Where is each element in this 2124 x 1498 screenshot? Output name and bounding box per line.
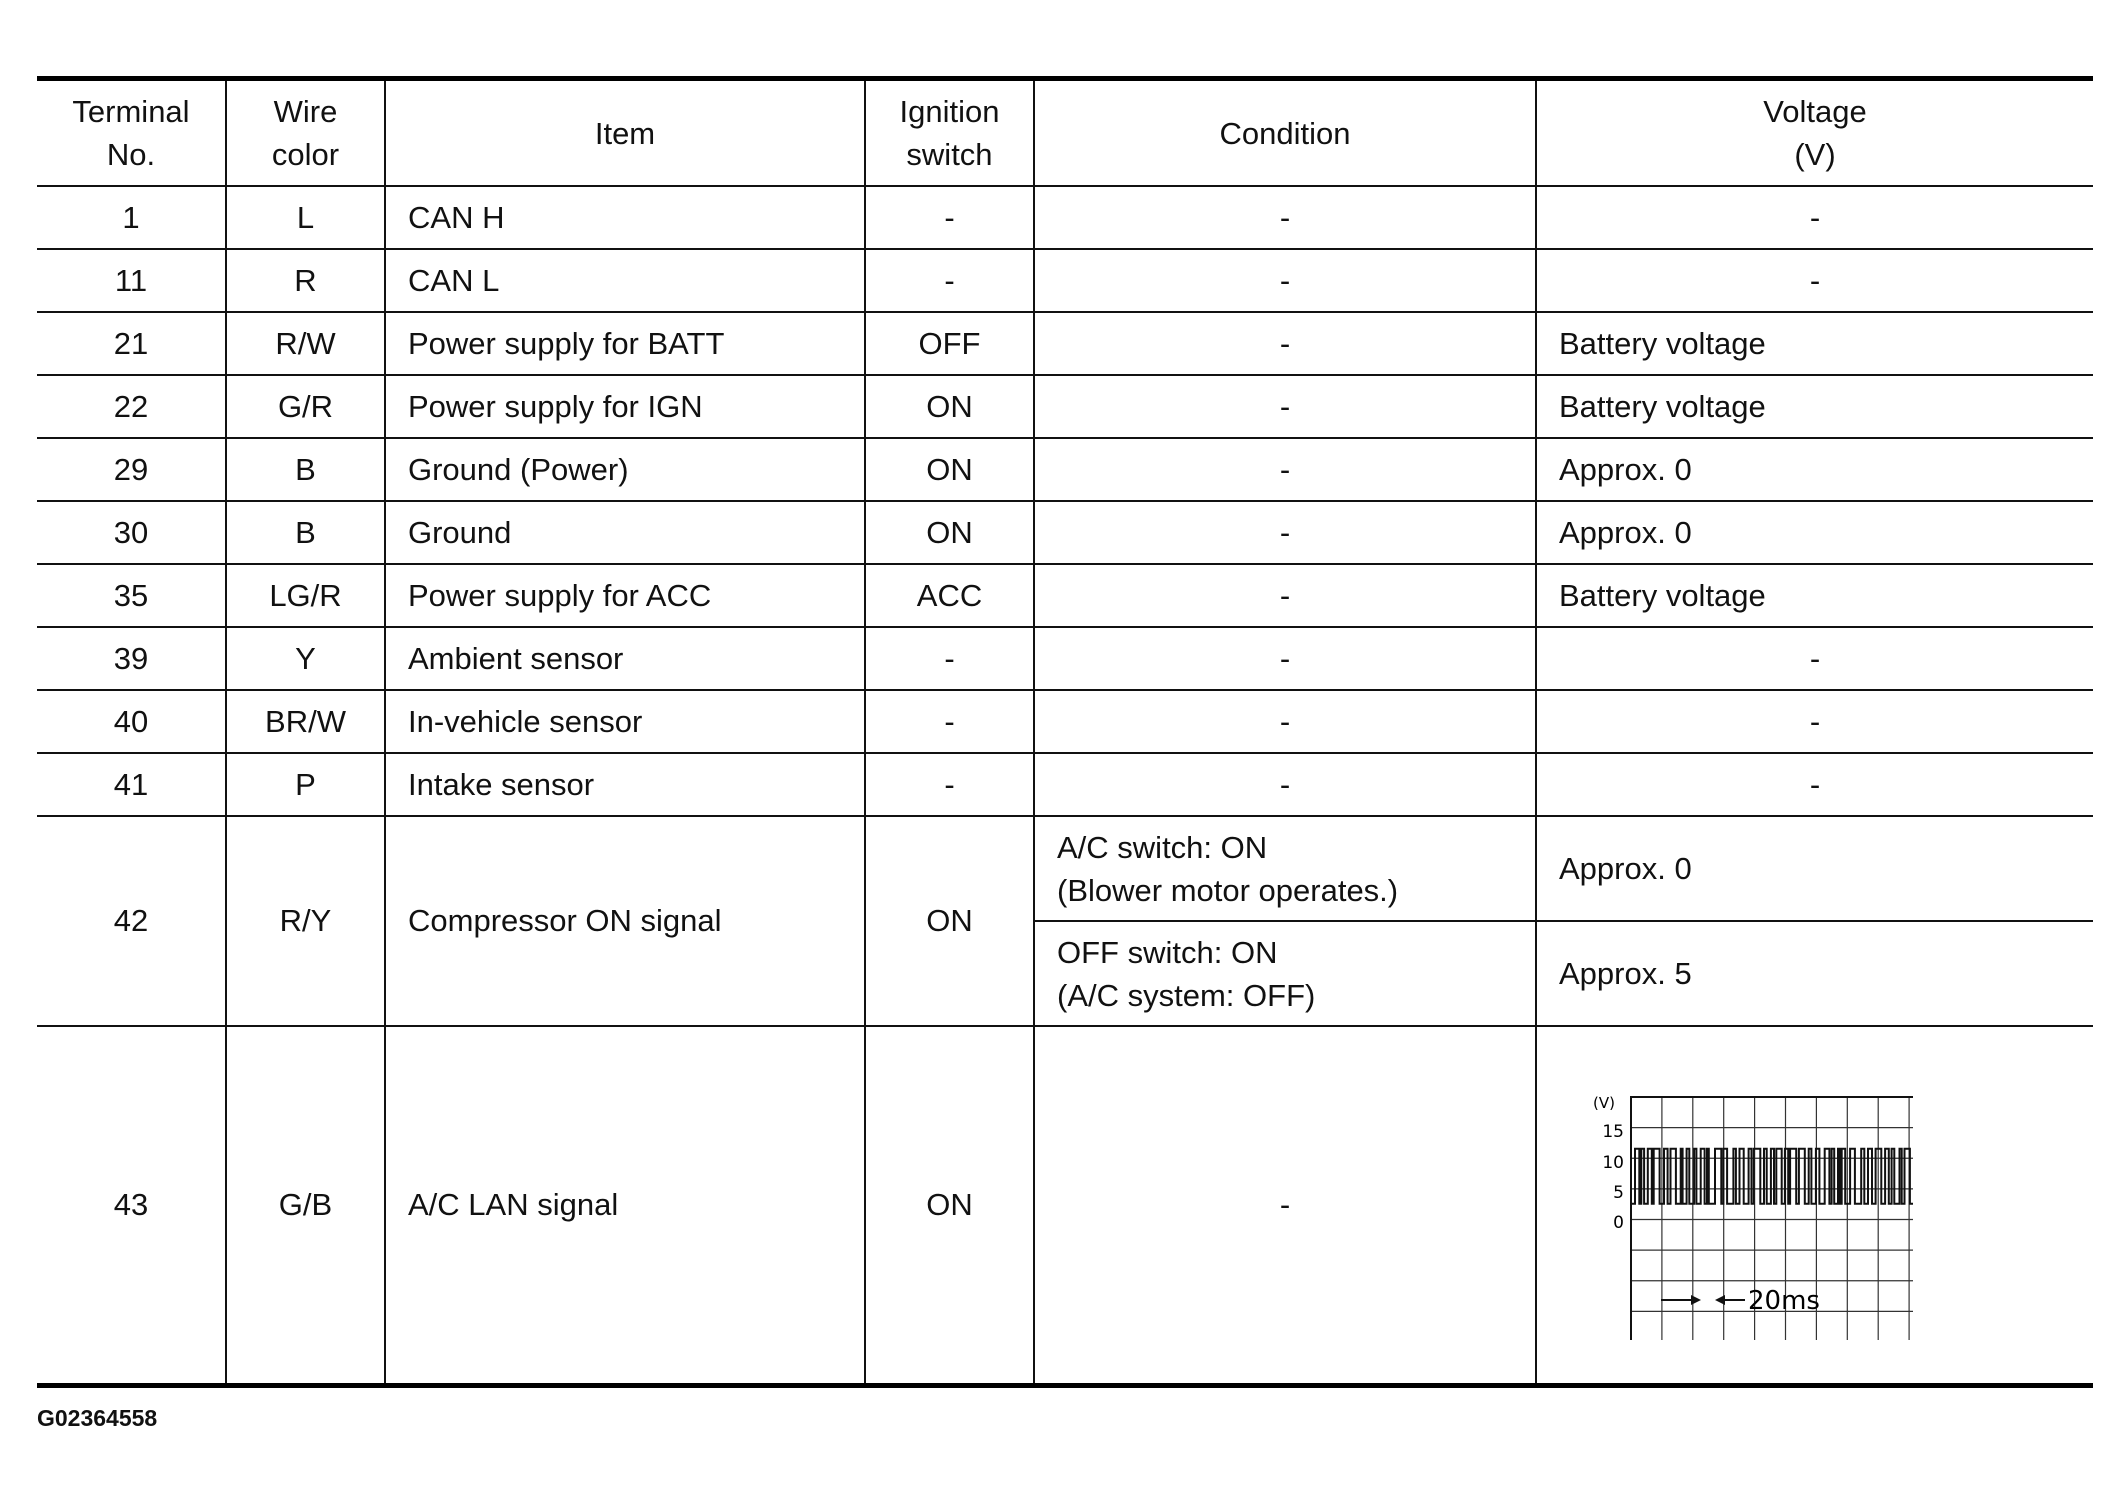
table-row-22 (37, 375, 2093, 438)
cell-condition: - (1034, 438, 1536, 501)
table-row-40 (37, 690, 2093, 753)
cell-wire-color: Y (226, 627, 385, 690)
cell-condition: - (1034, 627, 1536, 690)
header-wire-color: Wire color (226, 79, 385, 187)
cell-voltage: - (1536, 753, 2093, 816)
cell-ignition: ACC (865, 564, 1034, 627)
cell-terminal: 11 (37, 249, 226, 312)
cell-ignition: ON (865, 438, 1034, 501)
scope-tick-0: 0 (1613, 1213, 1624, 1233)
cell-ignition: ON (865, 1026, 1034, 1386)
table-body (37, 186, 2093, 1386)
cell-terminal: 43 (37, 1026, 226, 1386)
table-row-21 (37, 312, 2093, 375)
cell-item: CAN H (385, 186, 865, 249)
cell-item: Power supply for BATT (385, 312, 865, 375)
cell-terminal: 35 (37, 564, 226, 627)
cell-item: Ground (Power) (385, 438, 865, 501)
cell-condition: - (1034, 501, 1536, 564)
table-row-41 (37, 753, 2093, 816)
cell-item: Compressor ON signal (385, 816, 865, 1026)
table-row-43 (37, 1026, 2093, 1386)
header-item: Item (385, 79, 865, 187)
header-condition: Condition (1034, 79, 1536, 187)
oscilloscope-waveform (1573, 1070, 1913, 1340)
cell-wire-color: L (226, 186, 385, 249)
cell-wire-color: BR/W (226, 690, 385, 753)
cell-voltage: - (1536, 249, 2093, 312)
cell-ignition: - (865, 186, 1034, 249)
cell-ignition: ON (865, 501, 1034, 564)
scope-unit-label: (V) (1593, 1094, 1615, 1112)
cell-item: Ambient sensor (385, 627, 865, 690)
cell-voltage: - (1536, 186, 2093, 249)
cell-voltage: Battery voltage (1536, 312, 2093, 375)
cell-terminal: 1 (37, 186, 226, 249)
cell-wire-color: B (226, 501, 385, 564)
cell-wire-color: LG/R (226, 564, 385, 627)
cell-condition: - (1034, 753, 1536, 816)
table-row-35 (37, 564, 2093, 627)
table-row-29 (37, 438, 2093, 501)
cell-terminal: 41 (37, 753, 226, 816)
cell-condition: - (1034, 375, 1536, 438)
cell-condition-a: A/C switch: ON (Blower motor operates.) (1034, 816, 1536, 921)
cell-condition: - (1034, 312, 1536, 375)
cell-item: CAN L (385, 249, 865, 312)
terminal-table (37, 76, 2093, 1388)
cell-wire-color: P (226, 753, 385, 816)
cell-wire-color: R/Y (226, 816, 385, 1026)
cell-item: A/C LAN signal (385, 1026, 865, 1386)
header-row (37, 79, 2093, 187)
cell-wire-color: G/B (226, 1026, 385, 1386)
scope-time-label: 20ms (1748, 1286, 1820, 1316)
cell-item: Intake sensor (385, 753, 865, 816)
document-code: G02364558 (37, 1405, 158, 1431)
cell-voltage-b: Approx. 5 (1536, 921, 2093, 1026)
scope-tick-10: 10 (1602, 1153, 1624, 1173)
cell-ignition: ON (865, 375, 1034, 438)
cell-wire-color: B (226, 438, 385, 501)
cell-voltage: Approx. 0 (1536, 501, 2093, 564)
cell-terminal: 39 (37, 627, 226, 690)
cell-wire-color: G/R (226, 375, 385, 438)
scope-tick-15: 15 (1602, 1122, 1624, 1142)
cell-terminal: 21 (37, 312, 226, 375)
cell-ignition: - (865, 249, 1034, 312)
cell-terminal: 30 (37, 501, 226, 564)
cell-item: Power supply for IGN (385, 375, 865, 438)
cell-terminal: 29 (37, 438, 226, 501)
cell-voltage: Approx. 0 (1536, 438, 2093, 501)
table-row-42 (37, 816, 2093, 921)
cell-wire-color: R (226, 249, 385, 312)
cell-voltage: Battery voltage (1536, 564, 2093, 627)
header-terminal-no: Terminal No. (37, 79, 226, 187)
cell-ignition: ON (865, 816, 1034, 1026)
cell-item: Power supply for ACC (385, 564, 865, 627)
cell-condition: - (1034, 564, 1536, 627)
table-row-11 (37, 249, 2093, 312)
cell-terminal: 42 (37, 816, 226, 1026)
cell-voltage-a: Approx. 0 (1536, 816, 2093, 921)
cell-waveform (1536, 1026, 2093, 1386)
cell-condition: - (1034, 249, 1536, 312)
cell-item: Ground (385, 501, 865, 564)
cell-condition: - (1034, 186, 1536, 249)
scope-tick-5: 5 (1613, 1183, 1624, 1203)
table-row-39 (37, 627, 2093, 690)
cell-ignition: - (865, 753, 1034, 816)
cell-item: In-vehicle sensor (385, 690, 865, 753)
cell-condition: - (1034, 690, 1536, 753)
cell-voltage: - (1536, 627, 2093, 690)
header-voltage: Voltage (V) (1536, 79, 2093, 187)
cell-ignition: - (865, 690, 1034, 753)
cell-terminal: 22 (37, 375, 226, 438)
cell-wire-color: R/W (226, 312, 385, 375)
table-row-30 (37, 501, 2093, 564)
cell-voltage: - (1536, 690, 2093, 753)
header-ignition-switch: Ignition switch (865, 79, 1034, 187)
cell-ignition: OFF (865, 312, 1034, 375)
cell-ignition: - (865, 627, 1034, 690)
cell-condition: - (1034, 1026, 1536, 1386)
cell-voltage: Battery voltage (1536, 375, 2093, 438)
table-row-1 (37, 186, 2093, 249)
cell-condition-b: OFF switch: ON (A/C system: OFF) (1034, 921, 1536, 1026)
cell-terminal: 40 (37, 690, 226, 753)
